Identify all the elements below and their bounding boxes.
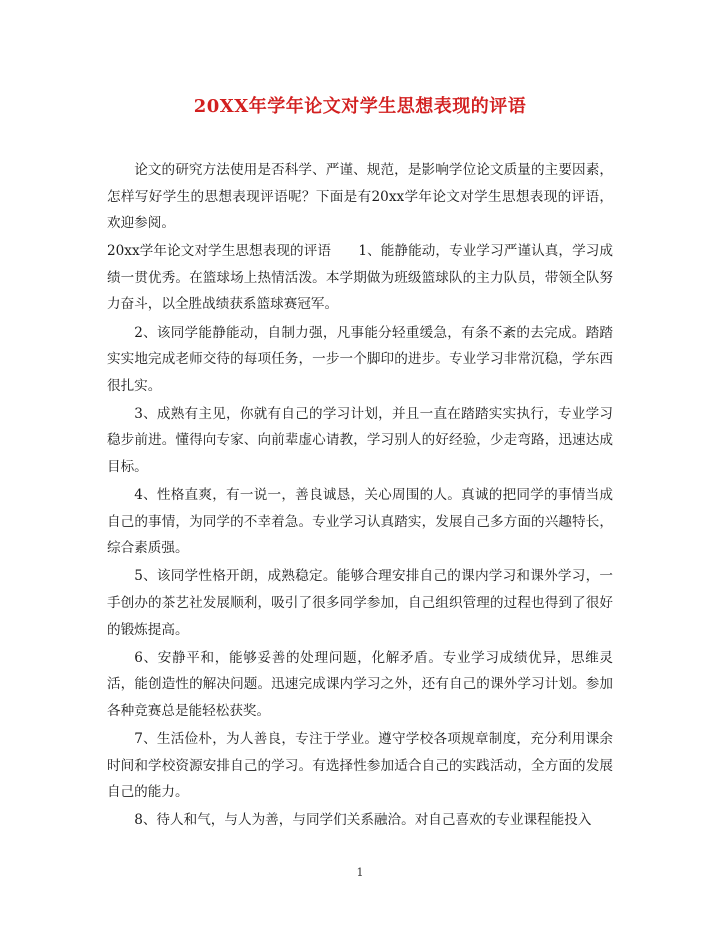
paragraph-comment-6: 6、安静平和，能够妥善的处理问题，化解矛盾。专业学习成绩优异，思维灵活，能创造性的解决问题。迅速完成课内学习之外，还有自己的课外学习计划。参加各种竞赛总是能轻松获奖。 <box>107 649 613 719</box>
document-title: 20XX年学年论文对学生思想表现的评语 <box>193 96 527 117</box>
paragraph-comment-8: 8、待人和气，与人为善，与同学们关系融洽。对自己喜欢的专业课程能投入 <box>134 812 592 829</box>
document-body <box>107 157 613 835</box>
paragraph-comment-2: 2、该同学能静能动，自制力强，凡事能分轻重缓急，有条不紊的去完成。踏踏实实地完成老师交待的每项任务，一步一个脚印的进步。专业学习非常沉稳，学东西很扎实。 <box>107 324 613 394</box>
paragraph-comment-4: 4、性格直爽，有一说一，善良诚恳，关心周围的人。真诚的把同学的事情当成自己的事情，为同学的不幸着急。专业学习认真踏实，发展自己多方面的兴趣特长，综合素质强。 <box>107 487 613 557</box>
paragraph-comment-1: 20xx学年论文对学生思想表现的评语 1、能静能动，专业学习严谨认真，学习成绩一贯优秀。在篮球场上热情活泼。本学期做为班级篮球队的主力队员，带领全队努力奋斗，以全胜战绩获系篮球赛冠军。 <box>107 243 613 313</box>
paragraph-comment-7: 7、生活俭朴，为人善良，专注于学业。遵守学校各项规章制度，充分利用课余时间和学校资源安排自己的学习。有选择性参加适合自己的实践活动，全方面的发展自己的能力。 <box>107 730 613 801</box>
paragraph-comment-5: 5、该同学性格开朗，成熟稳定。能够合理安排自己的课内学习和课外学习，一手创办的茶艺社发展顺利，吸引了很多同学参加，自己组织管理的过程也得到了很好的锻炼提高。 <box>107 568 613 638</box>
page-number: 1 <box>356 866 364 879</box>
paragraph-comment-3: 3、成熟有主见，你就有自己的学习计划，并且一直在踏踏实实执行，专业学习稳步前进。懂得向专家、向前辈虚心请教，学习别人的好经验，少走弯路，迅速达成目标。 <box>107 405 613 476</box>
paragraph-intro: 论文的研究方法使用是否科学、严谨、规范，是影响学位论文质量的主要因素，怎样写好学生的思想表现评语呢？下面是有20xx学年论文对学生思想表现的评语，欢迎参阅。 <box>107 162 613 232</box>
